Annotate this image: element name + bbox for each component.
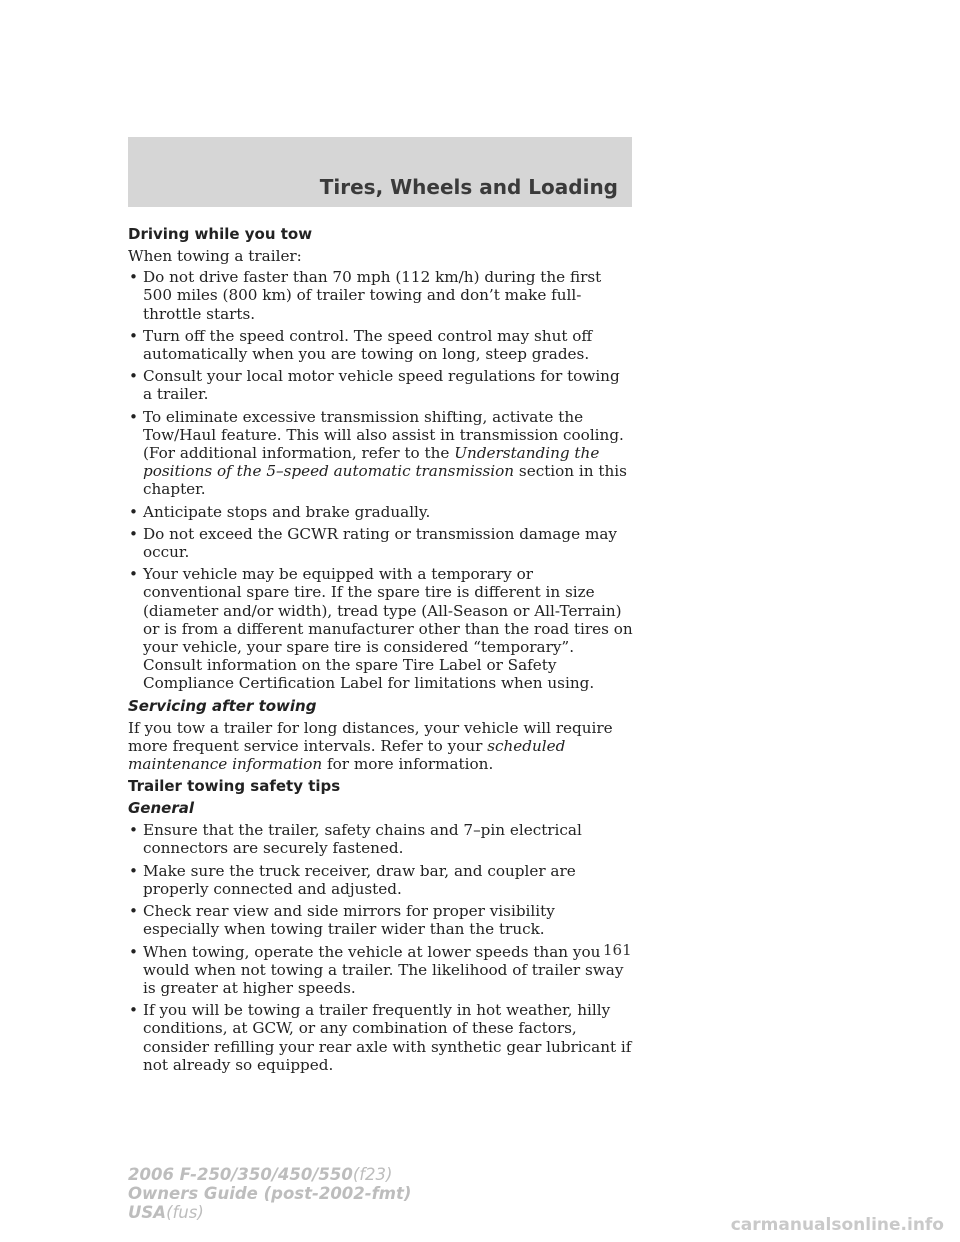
footer-region-code: (fus) — [166, 1203, 204, 1222]
list-item: • When towing, operate the vehicle at lower speeds than you would when not towing a trailer. The likelihood of trailer sway is greater at higher speeds. — [128, 943, 633, 998]
chapter-header-band — [128, 137, 632, 207]
driving-intro: When towing a trailer: — [128, 247, 302, 265]
section-heading-safety: Trailer towing safety tips — [128, 777, 341, 796]
list-item: • Do not exceed the GCWR rating or transmission damage may occur. — [128, 525, 633, 561]
footer-model-line — [128, 1165, 411, 1184]
page-number: 161 — [603, 941, 632, 959]
list-item: • Anticipate stops and brake gradually. — [128, 503, 633, 521]
list-item: • Ensure that the trailer, safety chains and 7–pin electrical connectors are securely fastened. — [128, 821, 633, 857]
list-item: • Your vehicle may be equipped with a temporary or conventional spare tire. If the spare tire is different in size (diameter and/or width), tread type (All-Season or All-Terrain) or is from a different manufacturer other than the road tires on your vehicle, your spare tire is considered “temporary”. Consult information on the spare Tire Label or Safety Compliance Certification Label for limitations when using. — [128, 565, 633, 692]
footer-region: USA — [128, 1203, 167, 1222]
footer-model-code: (f23) — [352, 1165, 393, 1184]
transmission-reference: Understanding the positions of the 5–speed automatic transmission — [143, 444, 600, 481]
list-item: • Do not drive faster than 70 mph (112 km/h) during the first 500 miles (800 km) of trailer towing and don’t make full-throttle starts. — [128, 268, 633, 323]
document-footer — [128, 1165, 411, 1222]
driving-bullet-list — [128, 268, 633, 692]
safety-bullet-list — [128, 821, 633, 1074]
list-item: • Check rear view and side mirrors for proper visibility especially when towing trailer wider than the truck. — [128, 902, 633, 938]
tow-haul-text: To eliminate excessive transmission shifting, activate the Tow/Haul feature. This will also assist in transmission cooling. (For additional information, refer to the — [143, 407, 624, 463]
servicing-text: If you tow a trailer for long distances, your vehicle will require more frequent service intervals. Refer to your — [128, 718, 613, 755]
footer-guide-line: Owners Guide (post-2002-fmt) — [128, 1184, 412, 1203]
section-heading-driving: Driving while you tow — [128, 225, 313, 243]
servicing-after: for more information. — [326, 755, 494, 774]
list-item: • Consult your local motor vehicle speed regulations for towing a trailer. — [128, 367, 633, 403]
maintenance-reference: scheduled maintenance information — [128, 736, 566, 774]
site-watermark: carmanualsonline.info — [730, 1215, 944, 1235]
list-item: • If you will be towing a trailer frequently in hot weather, hilly conditions, at GCW, or any combination of these factors, consider refilling your rear axle with synthetic gear lubricant if not already so equipped. — [128, 1001, 633, 1074]
list-item: • Turn off the speed control. The speed control may shut off automatically when you are towing on long, steep grades. — [128, 327, 633, 363]
subheading-general: General — [128, 799, 194, 818]
chapter-title: Tires, Wheels and Loading — [319, 175, 618, 199]
section-heading-servicing: Servicing after towing — [128, 696, 317, 715]
footer-model: 2006 F-250/350/450/550 — [128, 1165, 353, 1184]
list-item: • Make sure the truck receiver, draw bar, and coupler are properly connected and adjusted. — [128, 862, 633, 898]
footer-region-line — [128, 1203, 411, 1222]
tow-haul-after: section in this chapter. — [143, 462, 627, 499]
list-item-tow-haul — [128, 408, 633, 499]
servicing-paragraph — [128, 719, 633, 774]
page-content — [128, 221, 633, 1078]
